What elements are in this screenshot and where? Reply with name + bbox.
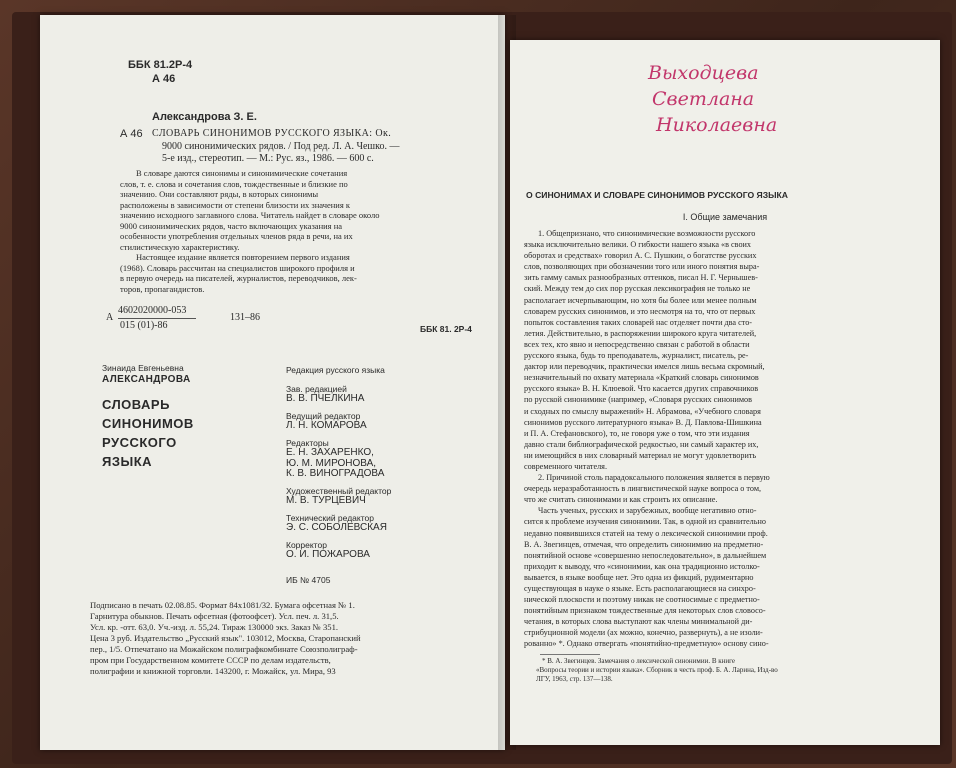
right-page bbox=[510, 40, 940, 745]
imprint-line: Гарнитура обыкнов. Печать офсетная (фотоофсет). Усл. печ. л. 31,5. bbox=[90, 611, 339, 621]
body-line: 2. Причиной столь парадоксального положения является в первую bbox=[538, 473, 770, 483]
book-title-line: ЯЗЫКА bbox=[102, 454, 153, 469]
annotation-line: в первую очередь на писателей, журналистов, переводчиков, лек- bbox=[120, 273, 357, 283]
bbk-top: ББК 81.2Р-4 bbox=[128, 59, 193, 71]
annotation-line: слов, т. е. слова и сочетания слов, тождественные и близкие по bbox=[120, 178, 348, 189]
credit-role: Зав. редакцией bbox=[286, 383, 347, 394]
catalog-code: А 46 bbox=[120, 128, 143, 140]
footnote-line: * В. А. Звегинцев. Замечания о лексической синонимии. В книге bbox=[542, 657, 736, 665]
annotation-line: торов, пропагандистов. bbox=[120, 283, 205, 294]
footnote-line: «Вопросы теории и истории языка». Сборник в честь проф. Б. А. Ларина, Изд-во bbox=[536, 666, 778, 674]
book-title-line: СИНОНИМОВ bbox=[102, 416, 194, 431]
body-line: нической плоскости и поэтому никак не соотносимые с предметно- bbox=[524, 595, 760, 605]
annotation-line: особенности употребления отдельных членов ряда в речи, на их bbox=[120, 231, 353, 241]
body-line: понятийным признаком тождественные для некоторых слов словосо- bbox=[524, 606, 766, 616]
annotation-line: В словаре даются синонимы и синонимические сочетания bbox=[136, 168, 348, 178]
body-line: Часть ученых, русских и зарубежных, вообще негативно отно- bbox=[538, 506, 757, 516]
credit-name: О. И. ПОЖАРОВА bbox=[286, 549, 370, 560]
credit-name: Е. Н. ЗАХАРЕНКО, bbox=[286, 447, 374, 458]
body-line: очередь неразработанность в лингвистической науке вопроса о том, bbox=[524, 484, 762, 494]
imprint-line: пер., 1/5. Отпечатано на Можайском полиграфкомбинате Союзполиграф- bbox=[90, 644, 358, 654]
body-line: четания, в которых слова выступают как члены минимальной ди- bbox=[524, 617, 753, 627]
author-heading: Александрова З. Е. bbox=[152, 111, 257, 123]
credit-name: Ю. М. МИРОНОВА, bbox=[286, 457, 377, 469]
body-line: недавно появившихся статей на тему о лексической синонимии проф. bbox=[524, 528, 768, 538]
body-line: рованно» *. Однако отвергать «понятийно-предметную» основу сино- bbox=[524, 639, 769, 649]
body-line: попыток составления таких словарей нас отделяет почти два сто- bbox=[524, 317, 753, 327]
body-line: и П. А. Стефановского), то, не говоря уже о том, что эти издания bbox=[524, 428, 750, 438]
body-line: сится к проблеме изучения синонимии. Так, в одной из сравнительно bbox=[524, 517, 766, 527]
body-line: вывается, в языке вообще нет. Это одна из фикций, рудиментарно bbox=[524, 572, 754, 582]
body-line: В. А. Звегинцев, отмечая, что определить синонимию на предметно- bbox=[524, 539, 764, 549]
annotation-line: расположены в зависимости от степени близости их значения к bbox=[120, 199, 351, 210]
code-a46: А 46 bbox=[152, 73, 176, 85]
subsection-title: I. Общие замечания bbox=[682, 212, 768, 222]
code-suffix: 131–86 bbox=[230, 312, 260, 323]
body-line: ский. Между тем до сих пор русская лексикография не только не bbox=[524, 284, 751, 294]
body-line: ни имеющийся в них словарный материал не могут удовлетворить bbox=[524, 450, 757, 460]
fraction-line bbox=[118, 318, 196, 319]
imprint-line: пром при Государственном комитете СССР по делам издательств, bbox=[90, 655, 331, 665]
body-line: оборотах и средствах» говорил А. С. Пушкин, о богатстве русских bbox=[524, 251, 757, 261]
body-line: незначительный по охвату материала «Краткий словарь синонимов bbox=[524, 373, 759, 383]
body-line: давно стали библиографической редкостью, ни самый характер их, bbox=[524, 439, 759, 449]
imprint-line: Цена 3 руб. Издательство „Русский язык". 103012, Москва, Старопанский bbox=[90, 633, 361, 643]
code-numerator: 4602020000-053 bbox=[118, 305, 187, 316]
body-line: и сходных по смыслу выражений» Н. Абрамова, «Учебного словаря bbox=[524, 406, 761, 416]
author-last-name: АЛЕКСАНДРОВА bbox=[102, 374, 191, 385]
handwriting-line: Выходцева bbox=[648, 62, 759, 84]
imprint-line: Усл. кр. -отт. 63,0. Уч.-изд. л. 55,24. Тираж 130000 экз. Заказ № 351. bbox=[90, 622, 339, 632]
author-first-name: Зинаида Евгеньевна bbox=[102, 363, 184, 373]
body-line: что же считать синонимами и как строить их описание. bbox=[524, 495, 718, 505]
body-line: русского языка, будь то преподаватель, журналист, писатель, ре- bbox=[524, 351, 749, 361]
body-line: 1. Общепризнано, что синонимические возможности русского bbox=[538, 229, 756, 238]
book-title bbox=[102, 395, 194, 471]
catalog-entry bbox=[152, 128, 400, 166]
body-text bbox=[524, 228, 770, 650]
section-title: О СИНОНИМАХ И СЛОВАРЕ СИНОНИМОВ РУССКОГО ЯЗЫКА bbox=[526, 190, 788, 200]
imprint-line: Подписано в печать 02.08.85. Формат 84х1081/32. Бумага офсетная № 1. bbox=[90, 600, 355, 610]
handwritten-inscription bbox=[648, 60, 777, 138]
credit-name: Л. Н. КОМАРОВА bbox=[286, 420, 367, 431]
catalog-line: СЛОВАРЬ СИНОНИМОВ РУССКОГО ЯЗЫКА: Ок. bbox=[152, 128, 392, 139]
credit-name: М. В. ТУРЦЕВИЧ bbox=[286, 495, 366, 506]
credit-role: Технический редактор bbox=[286, 512, 374, 523]
credit-role: Корректор bbox=[286, 539, 327, 550]
body-line: располагает исчерпывающим, но хотя бы более или менее полным bbox=[524, 295, 757, 305]
left-page bbox=[40, 15, 505, 750]
body-line: синонимов русского литературного языка» В. Д. Павлова-Шишкина bbox=[524, 417, 762, 427]
body-line: стрибуционной модели (ах можно, конечно, развернуть), а не изоли- bbox=[524, 628, 763, 638]
credit-role: Редакция русского языка bbox=[286, 365, 385, 375]
body-line: приходит к выводу, что «синонимии, как она традиционно истолко- bbox=[524, 561, 760, 571]
body-line: дактор или переводчик, практически имелся лишь весьма скромный, bbox=[524, 362, 765, 372]
code-prefix: А bbox=[106, 312, 114, 323]
handwriting-line: Светлана bbox=[652, 88, 755, 110]
body-line: языка исключительно велики. О гибкости нашего языка «в своих bbox=[524, 240, 752, 250]
book-title-line: СЛОВАРЬ bbox=[102, 397, 170, 412]
body-line: современного читателя. bbox=[524, 461, 607, 471]
footnote-rule bbox=[540, 654, 600, 655]
annotation-line: Настоящее издание является повторением первого издания bbox=[136, 252, 350, 262]
body-line: словарем русских синонимов, и это несмотря на то, что от первых bbox=[524, 306, 756, 316]
handwriting-line: Николаевна bbox=[656, 114, 778, 136]
annotation-line: (1968). Словарь рассчитан на специалистов широкого профиля и bbox=[120, 262, 355, 273]
body-line: понятийной основе «совершенно непоследовательно», в дальнейшем bbox=[524, 550, 767, 560]
credit-name: Э. С. СОБОЛЕВСКАЯ bbox=[286, 522, 387, 533]
credits bbox=[286, 365, 391, 561]
code-denominator: 015 (01)-86 bbox=[120, 320, 168, 331]
credit-role: Художественный редактор bbox=[286, 485, 392, 496]
credit-name: К. В. ВИНОГРАДОВА bbox=[286, 468, 385, 479]
annotation bbox=[120, 168, 380, 294]
credit-name: В. В. ПЧЕЛКИНА bbox=[286, 393, 365, 404]
book-title-line: РУССКОГО bbox=[102, 435, 177, 450]
credit-role: Ведущий редактор bbox=[286, 410, 361, 421]
catalog-line: 9000 синонимических рядов. / Под ред. Л. А. Чешко. — bbox=[162, 140, 400, 152]
body-line: зить гамму самых разнообразных оттенков, писал Н. Г. Чернышев- bbox=[524, 273, 758, 283]
imprint bbox=[90, 600, 361, 677]
body-line: русского языка» В. Н. Клюевой. Что касается других справочников bbox=[524, 384, 759, 394]
bbk-bottom: ББК 81. 2Р-4 bbox=[420, 324, 472, 334]
body-line: слов, позволяющих при обозначении того или иного понятия выра- bbox=[524, 262, 760, 272]
annotation-line: значению исходного заглавного слова. Читатель найдет в словаре около bbox=[120, 210, 380, 220]
body-line: летия. Действительно, в распоряжении широкого круга читателей, bbox=[524, 328, 757, 338]
footnote bbox=[536, 657, 778, 684]
footnote-line: ЛГУ, 1963, стр. 137—138. bbox=[536, 675, 613, 683]
annotation-line: стилистическую характеристику. bbox=[120, 241, 240, 252]
body-line: всех тех, кто явно и непосредственно связан с работой в области bbox=[524, 339, 750, 349]
imprint-line: полиграфии и книжной торговли. 143200, г. Можайск, ул. Мира, 93 bbox=[90, 666, 336, 676]
body-line: существующая в науке о языке. Есть располагающиеся на синхро- bbox=[524, 584, 756, 593]
credit-role: Редакторы bbox=[286, 437, 329, 448]
ib-number: ИБ № 4705 bbox=[286, 575, 331, 585]
annotation-line: значению. Они составляют ряды, в которых синонимы bbox=[120, 189, 319, 199]
catalog-line: 5-е изд., стереотип. — М.: Рус. яз., 1986. — 600 с. bbox=[162, 153, 374, 165]
body-line: по русской синонимике (например, «Словаря русских синонимов bbox=[524, 395, 752, 405]
annotation-line: 9000 синонимических рядов, часто включающих указания на bbox=[120, 220, 343, 231]
